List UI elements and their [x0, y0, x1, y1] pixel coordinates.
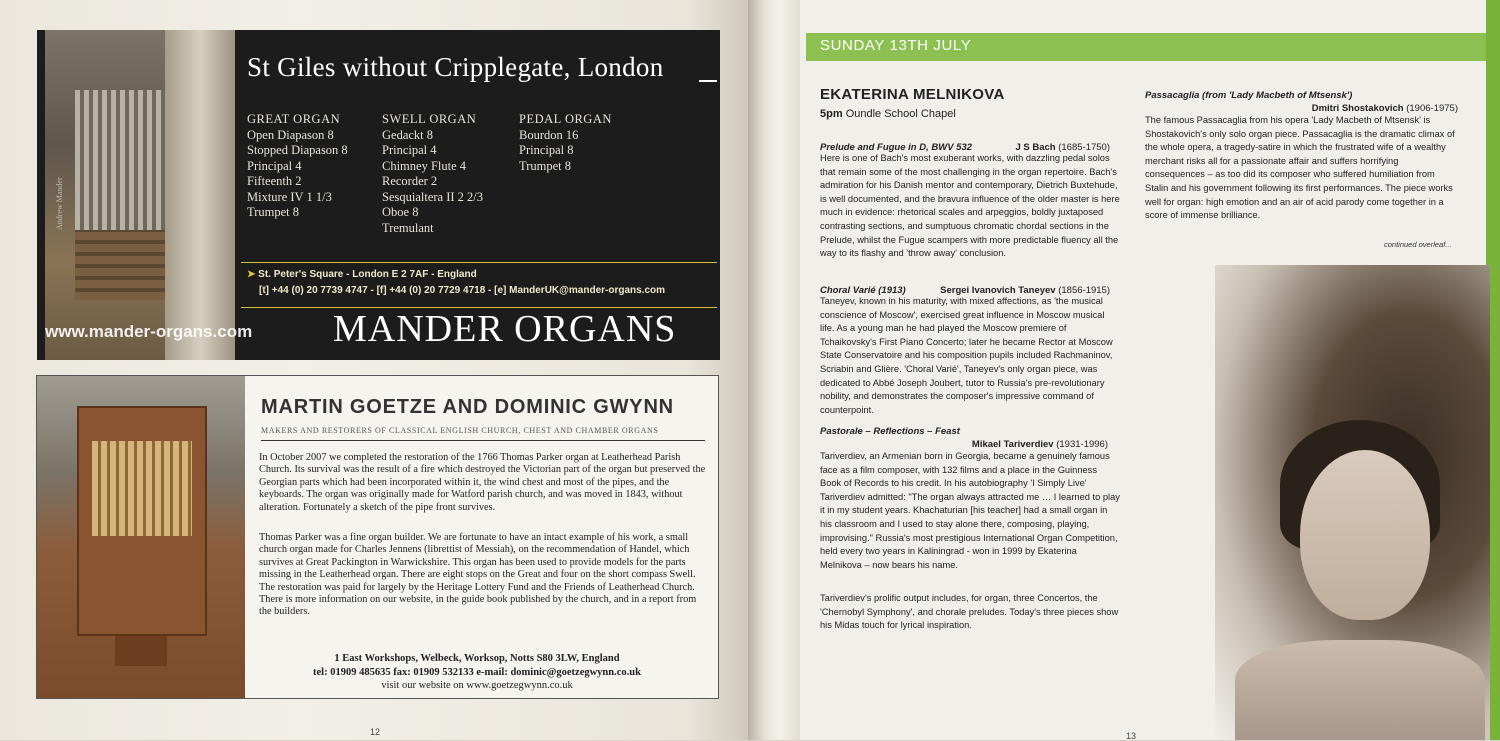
stop-item: Mixture IV 1 1/3	[247, 189, 332, 204]
piece-notes-2: Tariverdiev's prolific output includes, for organ, three Concertos, the 'Chernobyl Symphony', and chorale preludes. Today's three pieces show his Midas touch for lyrical inspiration.	[820, 593, 1119, 631]
goetze-ad-subtitle: MAKERS AND RESTORERS OF CLASSICAL ENGLISH CHURCH, CHEST AND CHAMBER ORGANS	[261, 426, 659, 435]
mander-organs-logo-text: MANDER ORGANS	[333, 308, 677, 350]
piece-composer: Sergei Ivanovich Taneyev (1856-1915)	[940, 285, 1110, 296]
stop-item: Chimney Flute 4	[382, 158, 467, 173]
goetze-gwynn-ad	[36, 375, 719, 699]
pedal-organ-stops	[519, 112, 612, 174]
piece-notes: Tariverdiev, an Armenian born in Georgia, became a genuinely famous face as a film composer, with 132 films and a place in the Guinness Book of Records to his credit. In his autobiography 'I Simply Live' Tariverdiev admitted: "The organ always attracted me … I learned to play it in my student years. Khachaturian [his teacher] had a small organ in his classroom and I used to stay alone there, composing, playing, improvising." Russia's most prestigious International Organ Competition, held every two years in Kaliningrad - won in 1999 by Ekaterina Melnikova – now bears his name.	[820, 451, 1120, 570]
title-underline	[699, 80, 717, 82]
goetze-ad-title: MARTIN GOETZE AND DOMINIC GWYNN	[261, 396, 674, 418]
goetze-paragraph-2: Thomas Parker was a fine organ builder. We are fortunate to have an intact example of his work, a small church organ made for Charles Jennens (librettist of Messiah), on the recommendation of Handel, which survives at Great Packington in Warwickshire. This organ has been used to provide models for the parts missing in the Leatherhead organ. There are eight stops on the Great and four on the short compass Swell. The restoration was paid for largely by the Heritage Lottery Fund and the Friends of Leatherhead Church. There is more information on our website, in the guide book published by the church, and in a report from the builders.	[259, 532, 697, 618]
arrow-right-icon: ➤	[247, 269, 259, 280]
organ-photo	[45, 30, 235, 360]
stop-item: Oboe 8	[382, 205, 419, 219]
great-organ-stops	[247, 112, 348, 221]
stop-item: Trumpet 8	[247, 205, 299, 219]
performer-name: EKATERINA MELNIKOVA	[820, 86, 1005, 103]
church-arch-image	[165, 30, 235, 360]
mander-ad-title: St Giles without Cripplegate, London	[247, 52, 664, 82]
mander-phone-email: [t] +44 (0) 20 7739 4747 - [f] +44 (0) 20 7729 4718 - [e] ManderUK@mander-organs.com	[259, 285, 666, 296]
organ-stool-image	[115, 636, 167, 666]
continued-note: continued overleaf...	[1384, 240, 1452, 249]
piece-composer: Dmitri Shostakovich (1906-1975)	[1311, 103, 1458, 114]
mander-organs-ad	[37, 30, 720, 360]
divider	[241, 262, 717, 263]
stop-item: Sesquialtera II 2 2/3	[382, 189, 484, 204]
concert-venue: Oundle School Chapel	[845, 108, 956, 120]
swell-organ-stops	[382, 112, 483, 236]
stop-item: Open Diapason 8	[247, 127, 334, 142]
divider	[261, 440, 705, 441]
mander-website[interactable]: www.mander-organs.com	[45, 322, 253, 341]
piece-title: Passacaglia (from 'Lady Macbeth of Mtsensk')	[1145, 90, 1353, 101]
piece-notes: Here is one of Bach's most exuberant works, with dazzling pedal solos that remain some of the most challenging in the organ repertoire. Bach's admiration for his Danish mentor and contemporary, Dietrich Buxtehude, is well documented, and the bravura influence of the older master is here much in evidence: rhetorical scales and arpeggios, boldly juxtaposed contrasting sections, and sumptuous chromatic chordal sections in the Prelude, whilst the Fugue scampers with more predictable fluency all the way to its flashy and 'throw away' conclusion.	[820, 153, 1120, 259]
goetze-address: 1 East Workshops, Welbeck, Worksop, Notts S80 3LW, England	[334, 653, 620, 664]
stop-item: Stopped Diapason 8	[247, 143, 348, 157]
stop-item: Fifteenth 2	[247, 174, 302, 188]
page-number-left: 12	[370, 727, 381, 737]
concert-time-venue	[820, 108, 956, 120]
stop-item: Recorder 2	[382, 174, 438, 188]
stop-item: Gedackt 8	[382, 127, 434, 142]
page-gutter	[748, 0, 806, 740]
stop-item: Trumpet 8	[519, 158, 571, 173]
parker-organ-photo	[37, 376, 245, 698]
stop-item: Principal 4	[382, 143, 437, 157]
stop-item: Principal 8	[519, 143, 574, 157]
organ-pipes-image	[92, 441, 192, 536]
swell-organ-heading: SWELL ORGAN	[382, 112, 477, 126]
pedal-organ-heading: PEDAL ORGAN	[519, 112, 612, 126]
mander-contact	[247, 267, 665, 299]
piece-notes: The famous Passacaglia from his opera 'Lady Macbeth of Mtsensk' is Shostakovich's only solo organ piece. Passacaglia is the dramatic climax of the whole opera, a tragedy-satire in which the frustrated wife of a wealthy merchant risks all for a passionate affair and suffers horrifying consequences – as too did its composer who suffered humiliation from Stalin and his government following its first performances. The piece works well for organ: high emotion and an air of acid parody come together in a score of immense brilliance.	[1145, 115, 1455, 221]
goetze-website[interactable]: visit our website on www.goetzegwynn.co.uk	[381, 680, 573, 691]
portrait-shoulders	[1235, 640, 1485, 740]
goetze-phone-email: tel: 01909 485635 fax: 01909 532133 e-mail: dominic@goetzegwynn.co.uk	[313, 666, 641, 678]
piece-title: Pastorale – Reflections – Feast	[820, 426, 960, 437]
organ-case-image	[75, 230, 165, 300]
page-number-right: 13	[1126, 731, 1137, 741]
piece-title: Choral Varié (1913)	[820, 285, 906, 296]
stop-item: Tremulant	[382, 220, 434, 235]
stop-item: Bourdon 16	[519, 127, 579, 142]
portrait-face	[1300, 450, 1430, 620]
concert-date: SUNDAY 13TH JULY	[820, 37, 972, 54]
goetze-paragraph-1: In October 2007 we completed the restoration of the 1766 Thomas Parker organ at Leatherhead Parish Church. Its survival was the result of a fire which destroyed the Victorian part of the organ but preserved the Georgian parts which had been incorporated within it, the wind chest and most of the pipes, and the keyboards. The organ was originally made for Watford parish church, and was moved in 1843, without alteration. Fortunately a sketch of the pipe front survives.	[259, 452, 706, 513]
piece-notes: Taneyev, known in his maturity, with mixed affections, as 'the musical conscience of Moscow', exercised great influence in Moscow musical life. As a young man he had played the Moscow premiere of Tchaikovsky's First Piano Concerto; later he became Rector at Moscow State Conservatoire and his composition pupils included Rachmaninov, Scriabin and Glière. 'Choral Varié', Taneyev's only organ piece, was dedicated to Abbé Joseph Joubert, tutor to Russia's pre-revolutionary nobility, and demonstrates the composer's impressive command of counterpoint.	[820, 296, 1113, 415]
goetze-contact	[249, 652, 705, 693]
piece-composer: Mikael Tariverdiev (1931-1996)	[971, 439, 1108, 450]
concert-time: 5pm	[820, 108, 843, 120]
great-organ-heading: GREAT ORGAN	[247, 112, 341, 126]
stop-item: Principal 4	[247, 158, 302, 173]
photo-credit: Andrew Mander	[55, 177, 64, 230]
organ-pipes-image	[75, 90, 165, 230]
piece-composer: J S Bach (1685-1750)	[1015, 142, 1110, 153]
mander-address: St. Peter's Square - London E 2 7AF - England	[258, 269, 477, 280]
piece-title: Prelude and Fugue in D, BWV 532	[820, 142, 973, 153]
